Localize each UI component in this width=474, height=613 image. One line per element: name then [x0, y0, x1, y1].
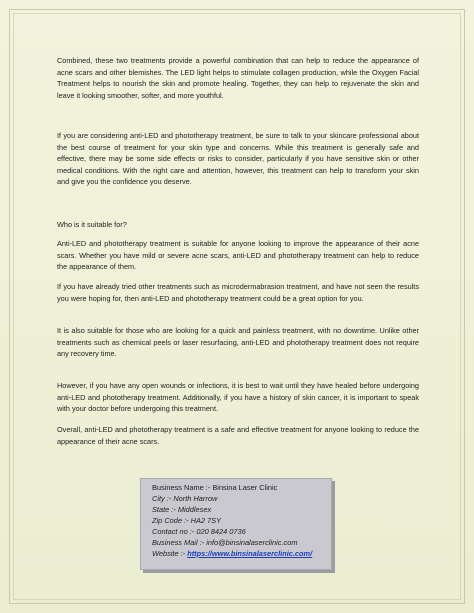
- paragraph-open-wounds: However, if you have any open wounds or infections, it is best to wait until they have healed before undergoing anti-LED and phototherapy treatment. Additionally, if you have a history of skin cancer, it is important to speak with your doctor before undergoing this treatment.: [57, 381, 419, 414]
- paragraph-tried-other-treatments: If you have already tried other treatments such as microdermabrasion treatment, and have not seen the results you were hoping for, then anti-LED and phototherapy treatment could be a great option for you.: [57, 282, 419, 303]
- business-city: City :- North Harrow: [152, 494, 218, 503]
- business-name: Business Name :- Binsina Laser Clinic: [152, 483, 278, 492]
- business-zip: Zip Code :- HA2 7SY: [152, 516, 222, 525]
- business-info-box: [140, 478, 332, 570]
- business-website-row: [152, 548, 331, 559]
- website-label: Website :-: [152, 549, 188, 558]
- paragraph-suitable-anyone: Anti-LED and phototherapy treatment is suitable for anyone looking to improve the appearance of their acne scars. Whether you have mild or severe acne scars, anti-LED and phototherapy treatment can help to reduce the appearance of them.: [57, 239, 419, 272]
- business-contact: Contact no :- 020 8424 0736: [152, 527, 246, 536]
- business-state: State :- Middlesex: [152, 505, 212, 514]
- paragraph-overall: Overall, anti-LED and phototherapy treatment is a safe and effective treatment for anyone looking to reduce the appearance of their acne scars.: [57, 425, 419, 446]
- website-link[interactable]: https://www.binsinalaserclinic.com/: [187, 549, 313, 558]
- paragraph-combined-treatments: Combined, these two treatments provide a powerful combination that can help to reduce the appearance of acne scars and other blemishes. The LED light helps to stimulate collagen production, while the Oxygen Facial Treatment helps to nourish the skin and promote healing. Together, they can help to rejuvenate the skin and leave it looking smoother, softer, and more youthful.: [57, 56, 419, 100]
- business-mail: Business Mail :- info@binsinalaserclinic.com: [152, 538, 298, 547]
- heading-who-suitable: Who is it suitable for?: [57, 220, 127, 229]
- paragraph-considering-treatment: If you are considering anti-LED and phototherapy treatment, be sure to talk to your skincare professional about the best course of treatment for your skin type and concerns. While this treatment is generally safe and effective, there may be some side effects or risks to consider, particularly if you have sensitive skin or other medical conditions. With the right care and attention, however, this treatment can help to transform your skin and give you the confidence you deserve.: [57, 131, 419, 187]
- paragraph-quick-painless: It is also suitable for those who are looking for a quick and painless treatment, with no downtime. Unlike other treatments such as chemical peels or laser resurfacing, anti-LED and phototherapy treatment does not require any recovery time.: [57, 326, 419, 359]
